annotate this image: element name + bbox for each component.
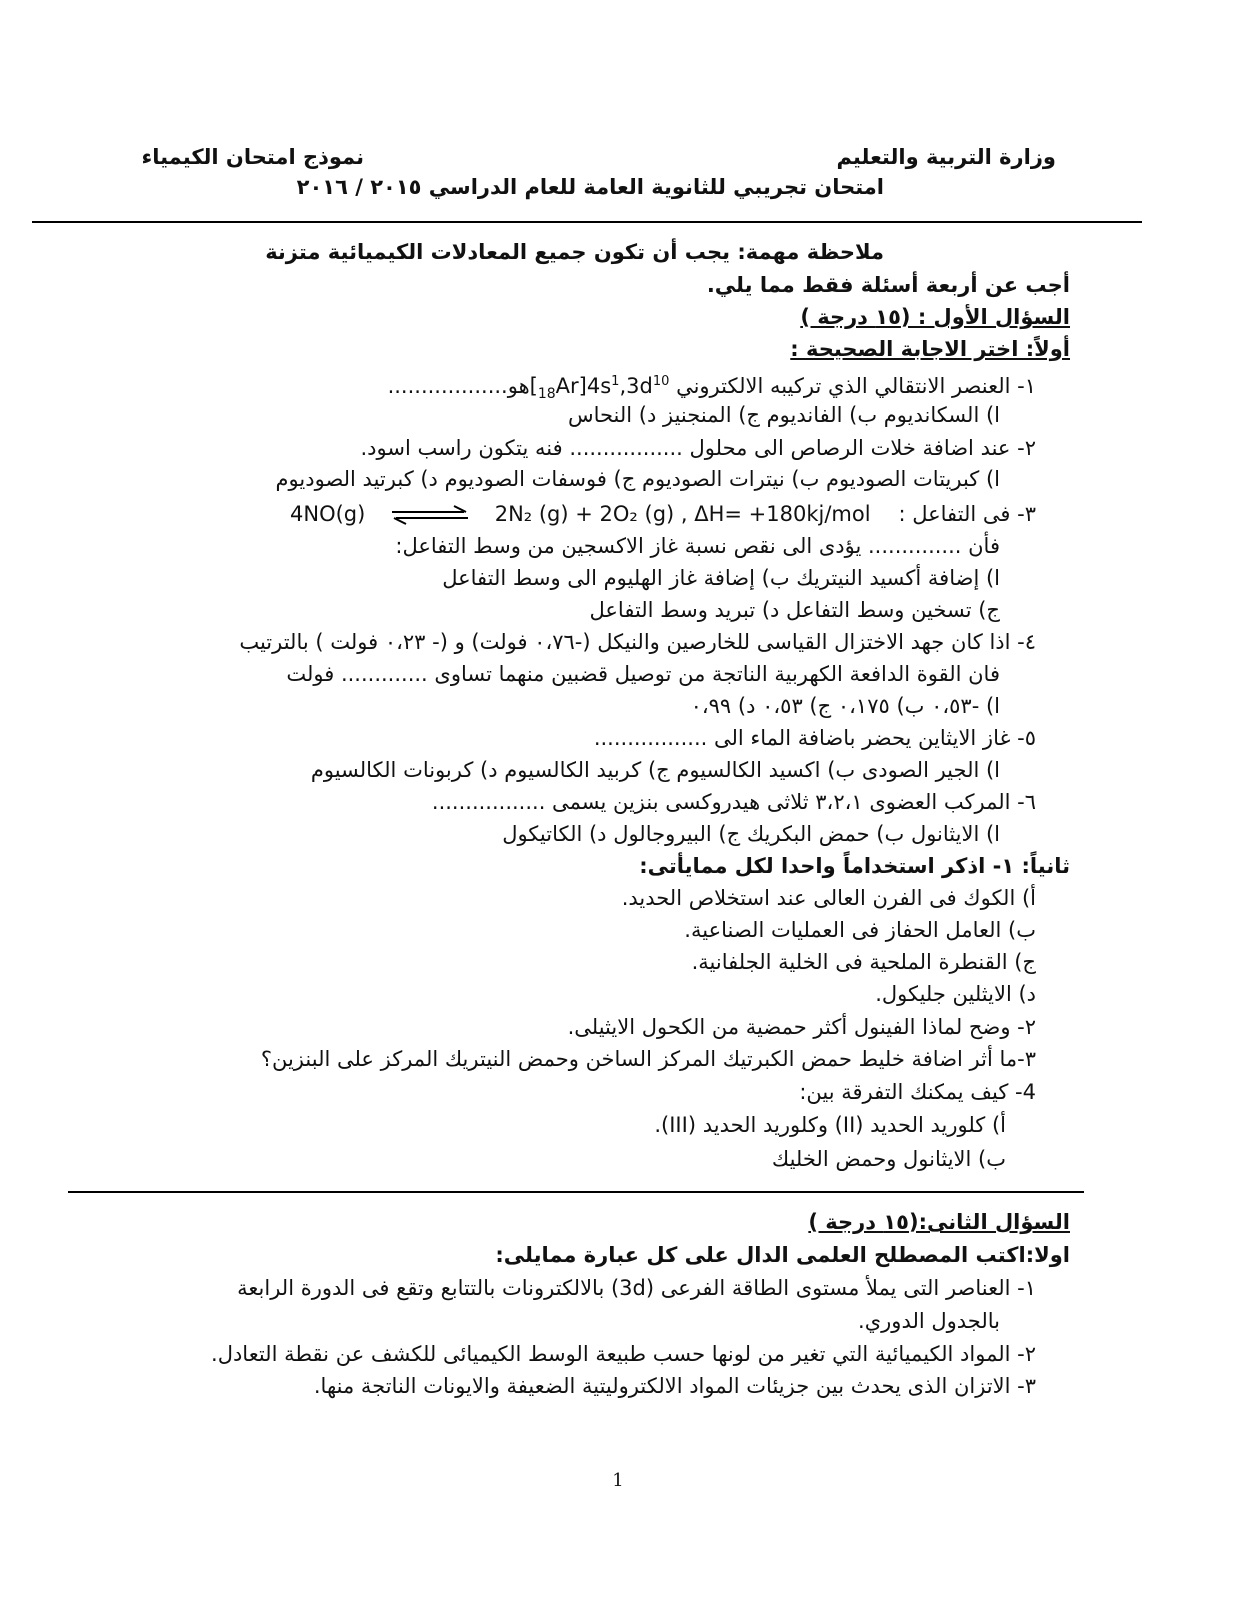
q1-item4-line2: فان القوة الدافعة الكهربية الناتجة من توصيل قضبين منهما تساوى ............. فولت: [286, 662, 1000, 686]
q1-part2-q4a: أ) كلوريد الحديد (II) وكلوريد الحديد (III).: [654, 1113, 1006, 1137]
equilibrium-equation: [290, 499, 871, 529]
q1-item3-label: ٣- فى التفاعل :: [898, 502, 1036, 526]
exam-type: نموذج امتحان الكيمياء: [141, 145, 364, 169]
q1-item2: ٢- عند اضافة خلات الرصاص الى محلول ................. فنه يتكون راسب اسود.: [360, 436, 1036, 460]
equation-reactants: 4NO(g): [290, 502, 366, 526]
section-divider: [68, 1191, 1084, 1193]
q2-part1-title: اولا:اكتب المصطلح العلمى الدال على كل عبارة ممايلى:: [495, 1243, 1070, 1267]
ministry-name: وزارة التربية والتعليم: [836, 145, 1056, 169]
q1-item3-options1: ا) إضافة أكسيد النيتريك ب) إضافة غاز الهليوم الى وسط التفاعل: [442, 566, 1000, 590]
q1-title: السؤال الأول : (١٥ درجة ): [800, 305, 1070, 329]
q1-item5-options: ا) الجير الصودى ب) اكسيد الكالسيوم ج) كربيد الكالسيوم د) كربونات الكالسيوم: [310, 758, 1000, 782]
exam-title: امتحان تجريبي للثانوية العامة للعام الدراسي ٢٠١٥ / ٢٠١٦: [296, 175, 884, 199]
q2-item3: ٣- الاتزان الذى يحدث بين جزيئات المواد الالكتروليتية الضعيفة والايونات الناتجة منها.: [313, 1374, 1036, 1398]
q1-item1-tail: هو..................: [387, 374, 530, 398]
q1-part2-q4b: ب) الايثانول وحمض الخليك: [771, 1147, 1006, 1171]
q1-item2-options: ا) كبريتات الصوديوم ب) نيترات الصوديوم ج) فوسفات الصوديوم د) كبرتيد الصوديوم: [275, 467, 1000, 491]
q2-title: السؤال الثانى:(١٥ درجة ): [808, 1210, 1070, 1234]
electron-configuration: $[_{18}Ar]4s^1,3d^{10}$: [529, 374, 670, 403]
q1-item4: ٤- اذا كان جهد الاختزال القياسى للخارصين والنيكل (-٠،٧٦ فولت) و (- ٠،٢٣ فولت ) بالترتيب: [239, 630, 1036, 654]
q1-part2-c: ج) القنطرة الملحية فى الخلية الجلفانية.: [691, 950, 1036, 974]
q1-part2-q3: ٣-ما أثر اضافة خليط حمض الكبرتيك المركز الساخن وحمض النيتريك المركز على البنزين؟: [260, 1047, 1036, 1071]
q1-item1-text: ١- العنصر الانتقالي الذي تركيبه الالكتروني: [676, 374, 1036, 398]
important-note: ملاحظة مهمة: يجب أن تكون جميع المعادلات الكيميائية متزنة: [265, 240, 884, 264]
q1-item5: ٥- غاز الايثاين يحضر باضافة الماء الى .................: [593, 726, 1036, 750]
q1-part2-b: ب) العامل الحفاز فى العمليات الصناعية.: [684, 918, 1036, 942]
q1-item3-options2: ج) تسخين وسط التفاعل د) تبريد وسط التفاعل: [589, 598, 1000, 622]
q2-item1-continued: بالجدول الدوري.: [858, 1309, 1000, 1333]
q1-item6-options: ا) الايثانول ب) حمض البكريك ج) البيروجالول د) الكاتيكول: [502, 822, 1000, 846]
header-divider: [32, 221, 1142, 223]
page-number: 1: [612, 1470, 624, 1491]
q1-item4-options: ا) -٠،٥٣ ب) ٠،١٧٥ ج) ٠،٥٣ د) ٠،٩٩: [690, 694, 1000, 718]
q1-part1-title: أولاً: اختر الاجابة الصحيحة :: [790, 337, 1070, 361]
q1-item1-options: ا) السكانديوم ب) الفانديوم ج) المنجنيز د) النحاس: [567, 403, 1000, 427]
equation-products: 2N₂ (g) + 2O₂ (g) , ΔH= +180kj/mol: [494, 502, 871, 526]
q1-part2-title: ثانياً: ١- اذكر استخداماً واحدا لكل ممايأتى:: [639, 854, 1070, 878]
q1-part2-a: أ) الكوك فى الفرن العالى عند استخلاص الحديد.: [621, 886, 1036, 910]
q1-item6: ٦- المركب العضوى ٣،٢،١ ثلاثى هيدروكسى بنزين يسمى .................: [431, 790, 1036, 814]
q2-item2: ٢- المواد الكيميائية التي تغير من لونها حسب طبيعة الوسط الكيميائى للكشف عن نقطة التعادل.: [211, 1342, 1036, 1366]
q1-part2-d: د) الايثلين جليكول.: [875, 982, 1036, 1006]
q1-part2-q4: 4- كيف يمكنك التفرقة بين:: [799, 1080, 1036, 1104]
q2-item1: ١- العناصر التى يملأ مستوى الطاقة الفرعى (3d) بالالكترونات بالتتابع وتقع فى الدورة الرابعة: [237, 1276, 1036, 1300]
equilibrium-arrows-icon: [390, 505, 470, 525]
instruction: أجب عن أربعة أسئلة فقط مما يلي.: [706, 273, 1070, 297]
q1-part2-q2: ٢- وضح لماذا الفينول أكثر حمضية من الكحول الايثيلى.: [567, 1015, 1036, 1039]
q1-item3-line2: فأن .............. يؤدى الى نقص نسبة غاز الاكسجين من وسط التفاعل:: [395, 534, 1000, 558]
